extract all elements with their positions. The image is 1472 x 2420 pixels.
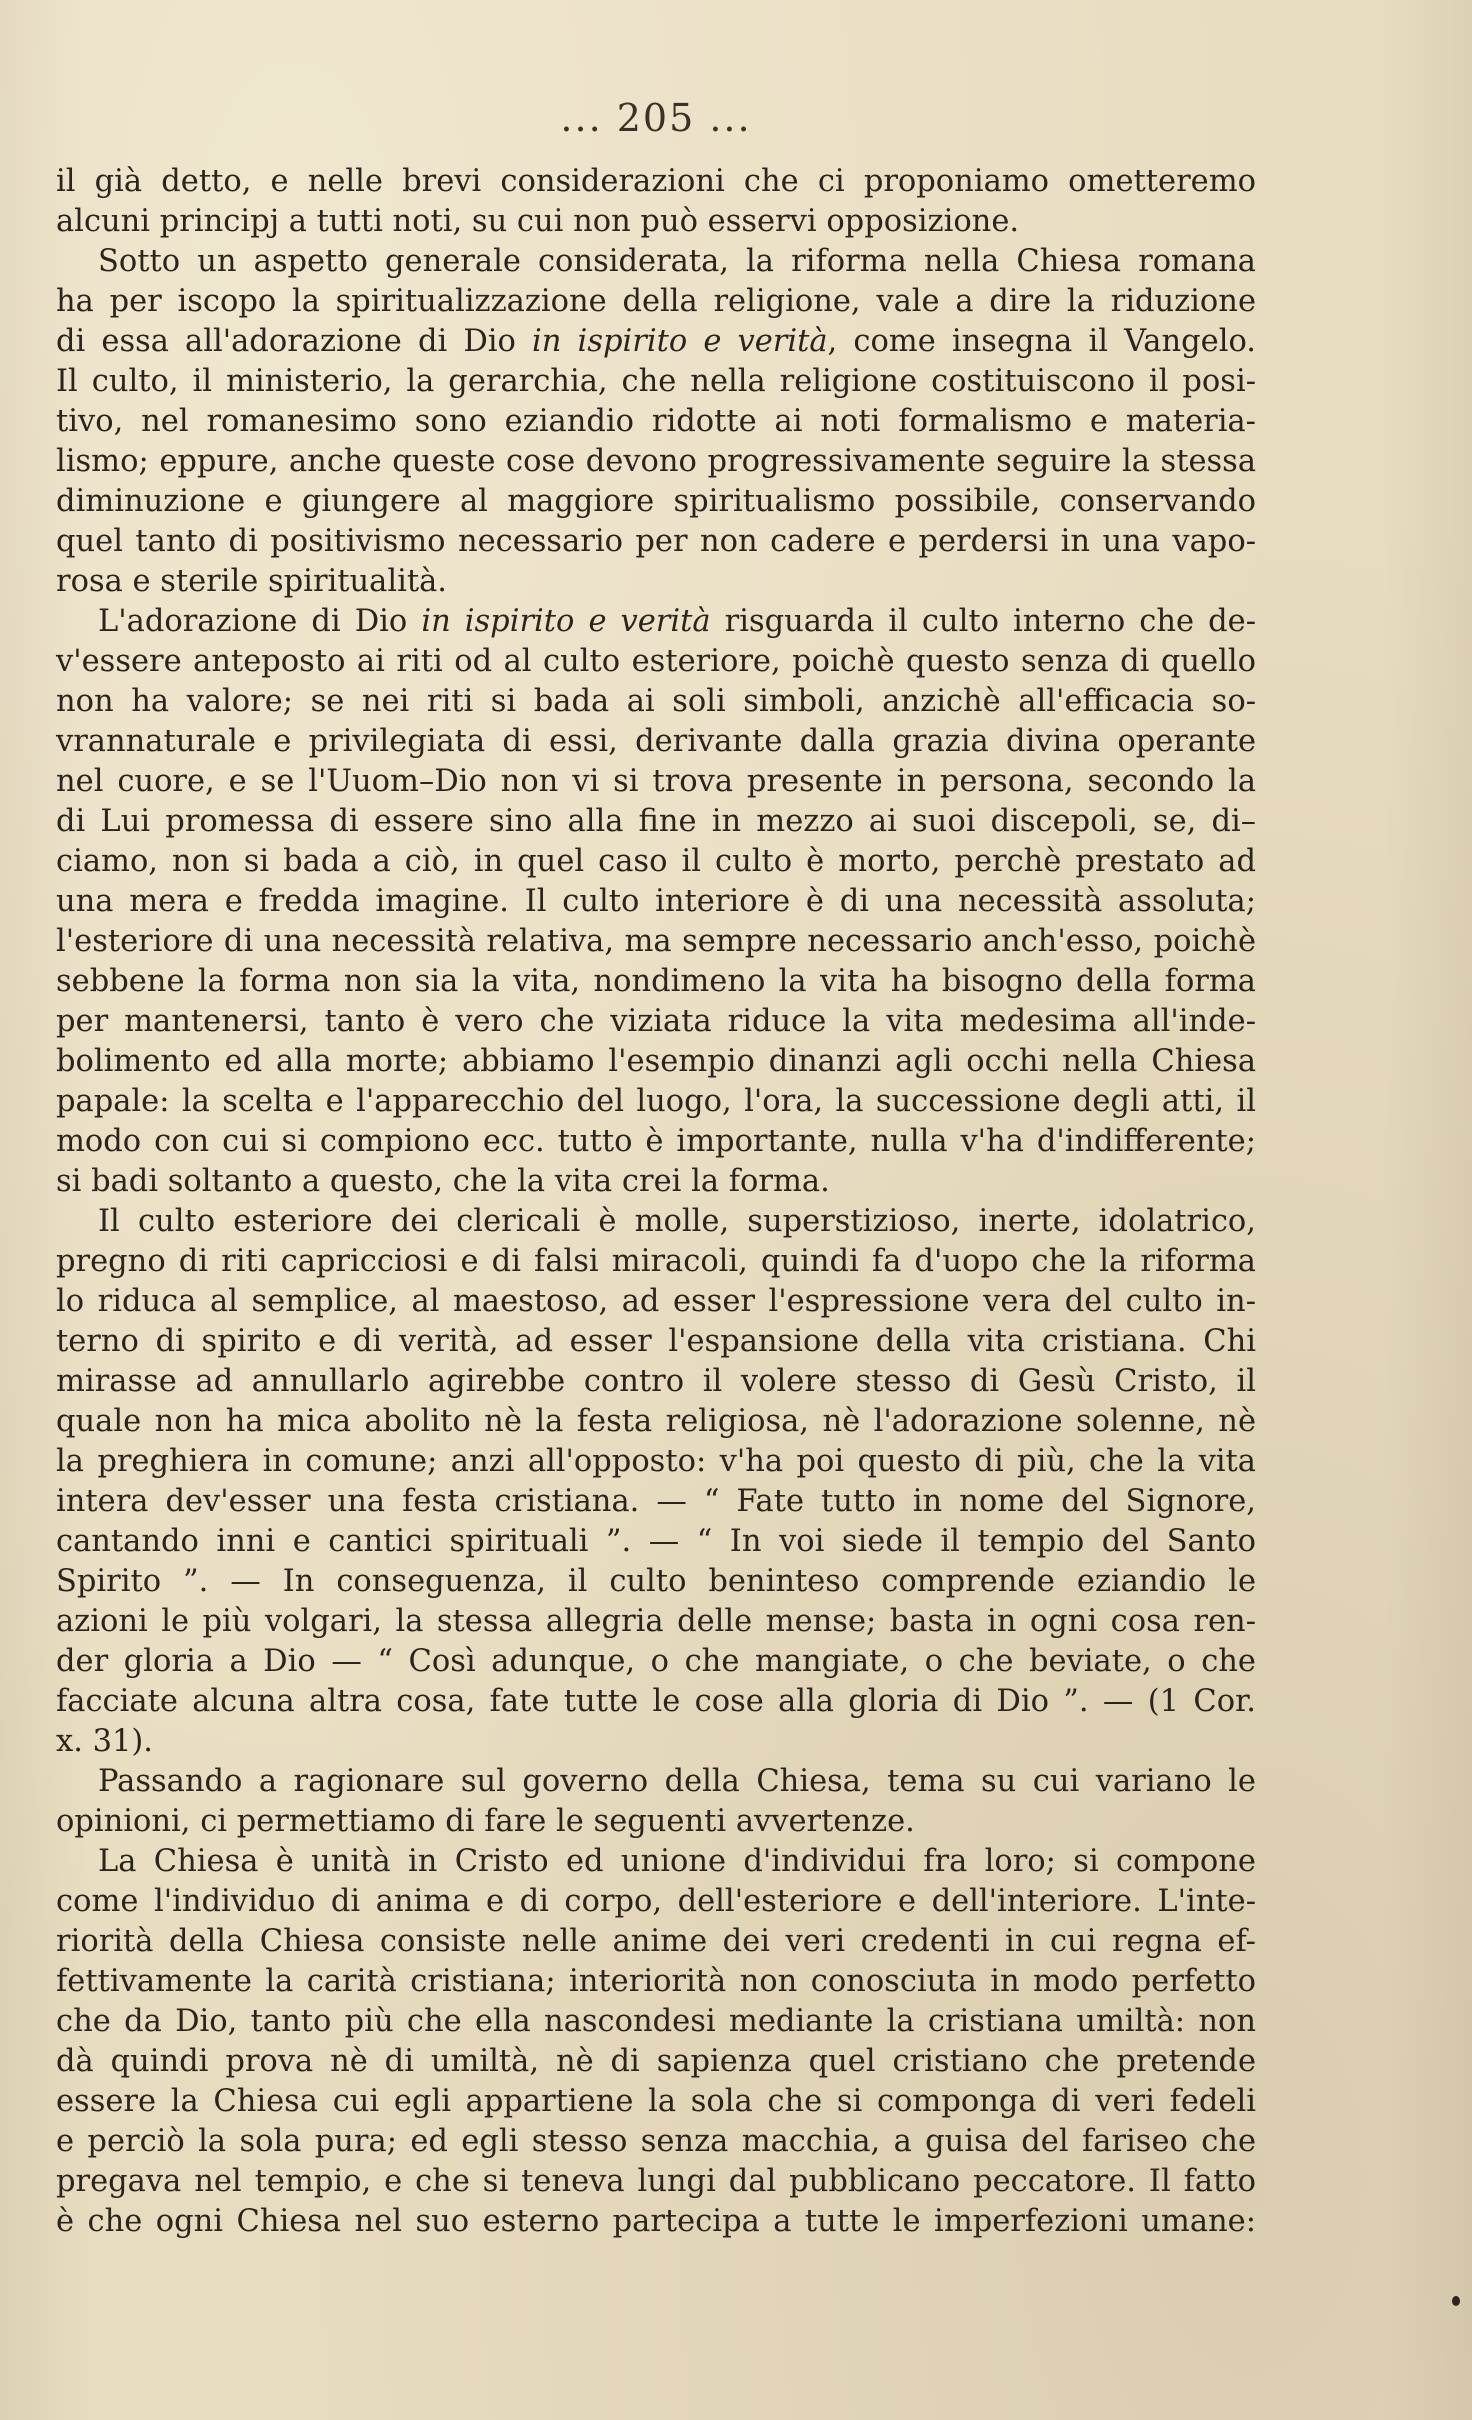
text-line: tivo, nel romanesimo sono eziandio ridotte ai noti formalismo e materia- xyxy=(56,404,1256,439)
page-number: ... 205 ... xyxy=(560,96,752,140)
text-line: di Lui promessa di essere sino alla fine in mezzo ai suoi discepoli, se, di– xyxy=(56,804,1256,839)
text-line: lo riduca al semplice, al maestoso, ad esser l'espressione vera del culto in- xyxy=(56,1284,1256,1319)
text-line: quel tanto di positivismo necessario per non cadere e perdersi in una vapo- xyxy=(56,524,1256,559)
text-line: mirasse ad annullarlo agirebbe contro il volere stesso di Gesù Cristo, il xyxy=(56,1364,1256,1399)
text-line: pregno di riti capricciosi e di falsi miracoli, quindi fa d'uopo che la riforma xyxy=(56,1244,1256,1279)
text-line: Sotto un aspetto generale considerata, la riforma nella Chiesa romana xyxy=(98,244,1256,279)
text-line: ha per iscopo la spiritualizzazione della religione, vale a dire la riduzione xyxy=(56,284,1256,319)
text-line: come l'individuo di anima e di corpo, dell'esteriore e dell'interiore. L'inte- xyxy=(56,1884,1256,1919)
text-line: Il culto esteriore dei clericali è molle, superstizioso, inerte, idolatrico, xyxy=(98,1204,1256,1239)
text-line: rosa e sterile spiritualità. xyxy=(56,564,448,599)
text-line: per mantenersi, tanto è vero che viziata riduce la vita medesima all'inde- xyxy=(56,1004,1256,1039)
text-line: Il culto, il ministerio, la gerarchia, che nella religione costituiscono il posi- xyxy=(56,364,1256,399)
text-line: intera dev'esser una festa cristiana. — “ Fate tutto in nome del Signore, xyxy=(56,1484,1256,1519)
text-line: pregava nel tempio, e che si teneva lungi dal pubblicano peccatore. Il fatto xyxy=(56,2164,1256,2199)
text-line: lismo; eppure, anche queste cose devono progressivamente seguire la stessa xyxy=(56,444,1256,479)
text-line: vrannaturale e privilegiata di essi, derivante dalla grazia divina operante xyxy=(56,724,1256,759)
text-line: alcuni principj a tutti noti, su cui non può esservi opposizione. xyxy=(56,204,1020,239)
text-line: una mera e fredda imagine. Il culto interiore è di una necessità assoluta; xyxy=(56,884,1256,919)
text-line: ciamo, non si bada a ciò, in quel caso il culto è morto, perchè prestato ad xyxy=(56,844,1256,879)
text-line: nel cuore, e se l'Uuom–Dio non vi si trova presente in persona, secondo la xyxy=(56,764,1256,799)
text-line: opinioni, ci permettiamo di fare le seguenti avvertenze. xyxy=(56,1804,915,1839)
ink-speck xyxy=(1452,2296,1460,2306)
text-line: essere la Chiesa cui egli appartiene la sola che si componga di veri fedeli xyxy=(56,2084,1256,2119)
text-line: modo con cui si compiono ecc. tutto è importante, nulla v'ha d'indifferente; xyxy=(56,1124,1256,1159)
text-line: è che ogni Chiesa nel suo esterno partecipa a tutte le imperfezioni umane: xyxy=(56,2204,1256,2239)
body-text xyxy=(56,162,1256,2242)
text-line: Passando a ragionare sul governo della Chiesa, tema su cui variano le xyxy=(98,1764,1256,1799)
text-line: che da Dio, tanto più che ella nascondesi mediante la cristiana umiltà: non xyxy=(56,2004,1256,2039)
text-line: bolimento ed alla morte; abbiamo l'esempio dinanzi agli occhi nella Chiesa xyxy=(56,1044,1256,1079)
text-line: L'adorazione di Dio in ispirito e verità risguarda il culto interno che de- xyxy=(98,604,1256,639)
text-line: quale non ha mica abolito nè la festa religiosa, nè l'adorazione solenne, nè xyxy=(56,1404,1256,1439)
text-line: v'essere anteposto ai riti od al culto esteriore, poichè questo senza di quello xyxy=(56,644,1256,679)
text-line: sebbene la forma non sia la vita, nondimeno la vita ha bisogno della forma xyxy=(56,964,1256,999)
text-line: l'esteriore di una necessità relativa, ma sempre necessario anch'esso, poichè xyxy=(56,924,1256,959)
text-line: azioni le più volgari, la stessa allegria delle mense; basta in ogni cosa ren- xyxy=(56,1604,1256,1639)
text-line: La Chiesa è unità in Cristo ed unione d'individui fra loro; si compone xyxy=(98,1844,1256,1879)
text-line: si badi soltanto a questo, che la vita crei la forma. xyxy=(56,1164,830,1199)
text-line: cantando inni e cantici spirituali ”. — “ In voi siede il tempio del Santo xyxy=(56,1524,1256,1559)
text-line: terno di spirito e di verità, ad esser l'espansione della vita cristiana. Chi xyxy=(56,1324,1256,1359)
text-line: x. 31). xyxy=(56,1724,153,1759)
text-line: e perciò la sola pura; ed egli stesso senza macchia, a guisa del fariseo che xyxy=(56,2124,1256,2159)
text-line: la preghiera in comune; anzi all'opposto: v'ha poi questo di più, che la vita xyxy=(56,1444,1256,1479)
text-line: der gloria a Dio — “ Così adunque, o che mangiate, o che beviate, o che xyxy=(56,1644,1256,1679)
text-line: fettivamente la carità cristiana; interiorità non conosciuta in modo perfetto xyxy=(56,1964,1256,1999)
text-line: non ha valore; se nei riti si bada ai soli simboli, anzichè all'efficacia so- xyxy=(56,684,1256,719)
text-line: di essa all'adorazione di Dio in ispirito e verità, come insegna il Vangelo. xyxy=(56,324,1256,359)
text-line: facciate alcuna altra cosa, fate tutte le cose alla gloria di Dio ”. — (1 Cor. xyxy=(56,1684,1256,1719)
text-line: diminuzione e giungere al maggiore spiritualismo possibile, conservando xyxy=(56,484,1256,519)
book-page xyxy=(56,96,1256,2242)
text-line: dà quindi prova nè di umiltà, nè di sapienza quel cristiano che pretende xyxy=(56,2044,1256,2079)
text-line: Spirito ”. — In conseguenza, il culto beninteso comprende eziandio le xyxy=(56,1564,1256,1599)
text-line: il già detto, e nelle brevi considerazioni che ci proponiamo ometteremo xyxy=(56,164,1256,199)
text-line: papale: la scelta e l'apparecchio del luogo, l'ora, la successione degli atti, il xyxy=(56,1084,1256,1119)
text-line: riorità della Chiesa consiste nelle anime dei veri credenti in cui regna ef- xyxy=(56,1924,1256,1959)
